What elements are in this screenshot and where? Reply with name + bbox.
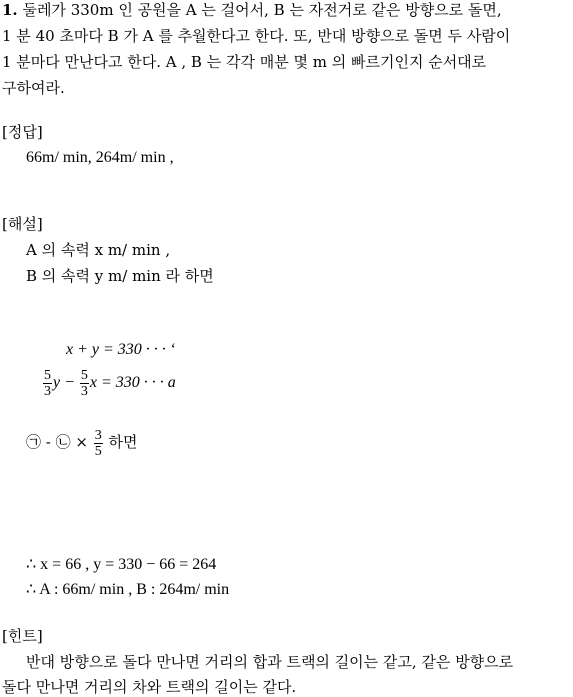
equation-2 [42,365,176,401]
operation-left: ㉠ - ㉡ × [26,433,88,451]
operation-line [26,424,138,460]
operation-fraction [94,428,103,459]
operation-right: 하면 [108,433,138,451]
solution-line-1: A 의 속력 x m/ min , [26,241,171,259]
solution-header: [해설] [2,215,43,233]
result-line-1: ∴ x = 66 , y = 330 − 66 = 264 [26,556,217,573]
equation-2-y-term: y − [53,374,75,391]
problem-line-2: 1 분 40 초마다 B 가 A 를 추월한다고 한다. 또, 반대 방향으로 돌면 두 사람이 [2,27,511,45]
answer-text: 66m/ min, 264m/ min , [26,149,174,166]
fraction-denominator: 3 [44,383,51,399]
problem-line-4: 구하여라. [2,79,65,97]
hint-line-1: 반대 방향으로 돌다 만나면 거리의 합과 트랙의 길이는 같고, 같은 방향으로 [26,653,514,671]
equation-1: x + y = 330 · · · ‘ [66,341,176,358]
fraction-denominator: 3 [80,383,88,399]
answer-header: [정답] [2,123,43,141]
equation-2-x-term: x = 330 · · · a [89,374,176,391]
problem-line-3: 1 분마다 만난다고 한다. A , B 는 각각 매분 몇 m 의 빠르기인지 순서대로 [2,53,487,71]
hint-header: [힌트] [2,627,43,645]
hint-line-2: 돌다 만나면 거리의 차와 트랙의 길이는 같다. [2,678,297,696]
solution-line-2: B 의 속력 y m/ min 라 하면 [26,267,214,285]
fraction-numerator: 5 [80,367,88,383]
result-line-2: ∴ A : 66m/ min , B : 264m/ min [26,581,230,598]
problem-block [2,0,502,20]
problem-number: 1. [2,1,18,19]
fraction-numerator: 3 [94,427,102,443]
fraction-denominator: 5 [94,443,102,459]
problem-line-1: 둘레가 330m 인 공원을 A 는 걸어서, B 는 자전거로 같은 방향으로 돌면, [22,1,502,19]
equation-2-fraction-b [80,368,89,399]
equation-2-fraction-a [43,368,52,399]
fraction-numerator: 5 [44,367,51,383]
